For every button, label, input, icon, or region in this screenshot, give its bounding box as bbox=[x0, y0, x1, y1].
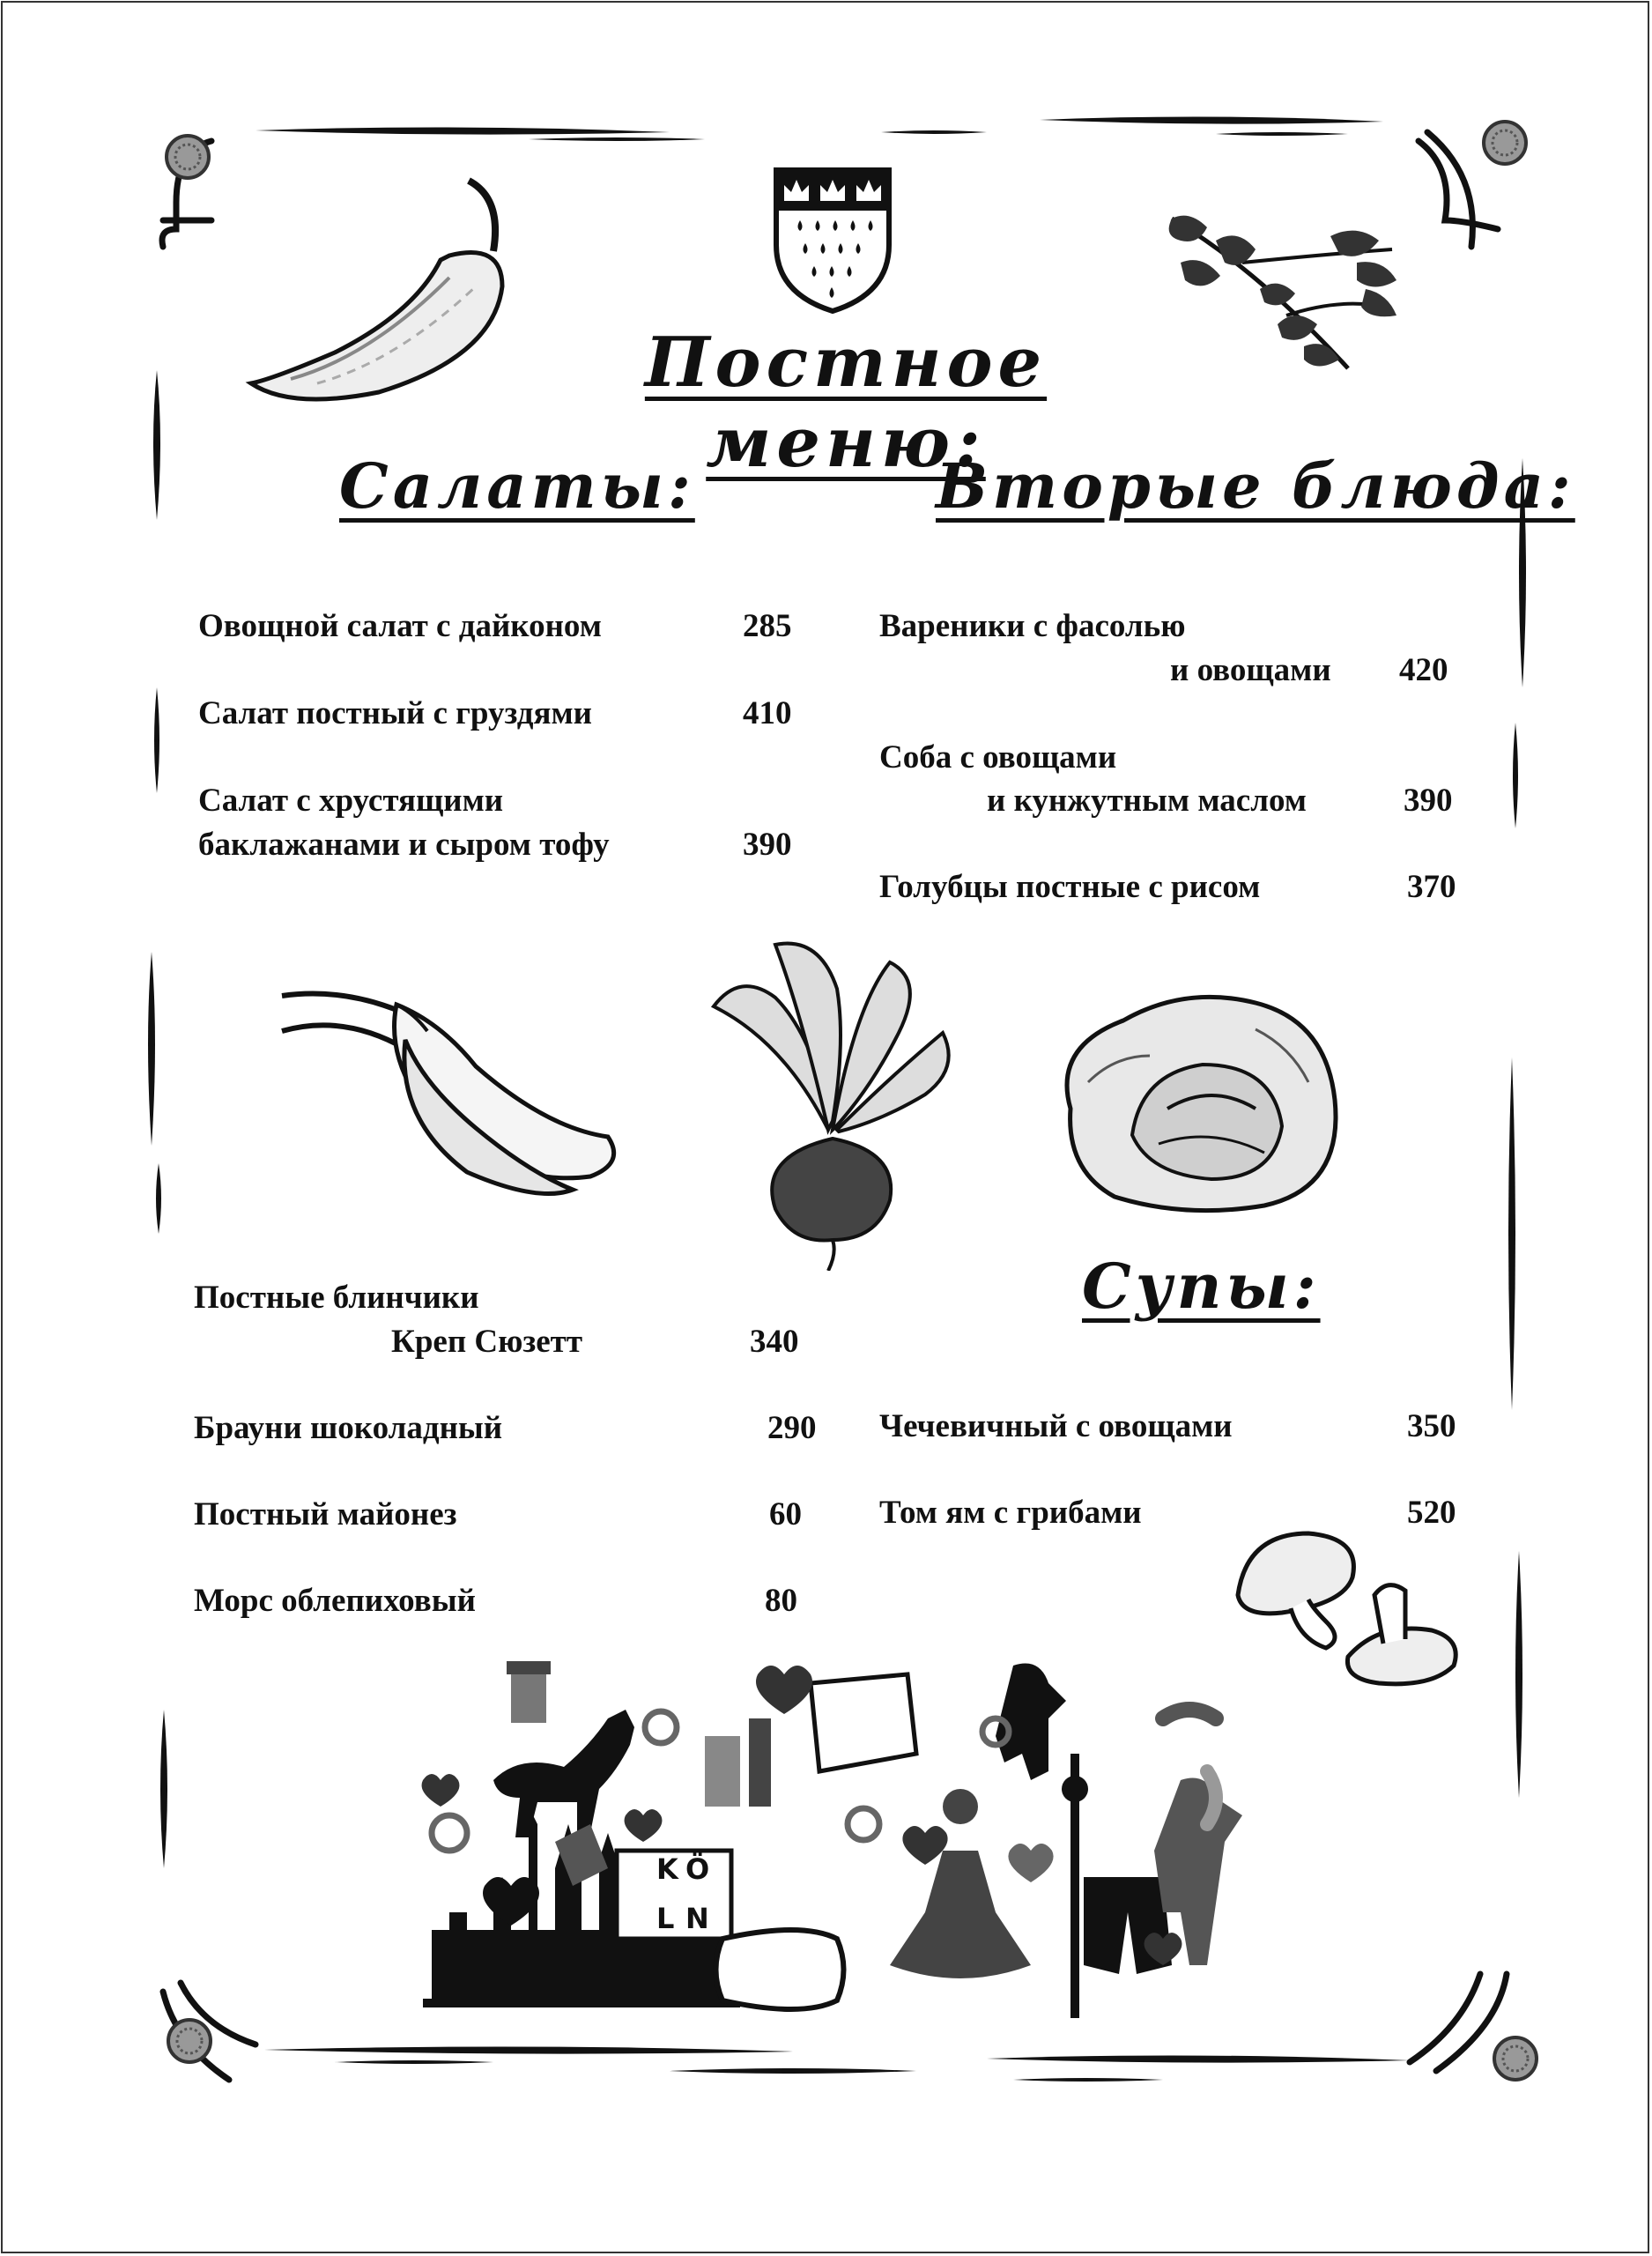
menu-item-price: 340 bbox=[750, 1324, 799, 1360]
menu-item-name: и кунжутным маслом bbox=[987, 783, 1307, 819]
menu-item-name: Том ям с грибами bbox=[879, 1495, 1142, 1531]
menu-item-price: 390 bbox=[743, 827, 792, 863]
menu-item-name: Салат с хрустящими bbox=[198, 783, 504, 819]
menu-item-name: баклажанами и сыром тофу bbox=[198, 827, 610, 863]
parsley-icon bbox=[1154, 201, 1410, 377]
menu-item-name: Постный майонез bbox=[194, 1496, 457, 1532]
menu-item-name: Брауни шоколадный bbox=[194, 1410, 503, 1446]
coat-of-arms-icon bbox=[772, 166, 893, 315]
menu-item-name: Салат постный с груздями bbox=[198, 695, 592, 731]
menu-item-price: 390 bbox=[1404, 783, 1453, 819]
menu-item-name: Овощной салат с дайконом bbox=[198, 608, 602, 644]
menu-item-price: 520 bbox=[1407, 1495, 1456, 1531]
koln-letter: Ö bbox=[685, 1852, 710, 1886]
menu-item-name: Морс облепиховый bbox=[194, 1583, 476, 1619]
menu-item-price: 80 bbox=[765, 1583, 797, 1619]
page-title: Постное меню: bbox=[644, 323, 1048, 483]
menu-item-name: и овощами bbox=[1170, 652, 1331, 688]
menu-item-name: Голубцы постные с рисом bbox=[879, 869, 1261, 905]
cabbage-icon bbox=[1053, 985, 1344, 1214]
koln-letter: K bbox=[656, 1852, 678, 1886]
eggplant-icon bbox=[273, 987, 626, 1207]
menu-item-price: 410 bbox=[743, 695, 792, 731]
mains-heading: Вторые блюда: bbox=[936, 449, 1575, 523]
koln-letter: L bbox=[656, 1902, 675, 1935]
chili-pepper-icon bbox=[238, 172, 520, 410]
menu-item-name: Вареники с фасолью bbox=[879, 608, 1186, 644]
menu-item-price: 60 bbox=[769, 1496, 802, 1532]
menu-item-price: 290 bbox=[767, 1410, 817, 1446]
salads-heading: Салаты: bbox=[339, 449, 695, 523]
menu-item-name: Соба с овощами bbox=[879, 739, 1117, 776]
menu-item-price: 420 bbox=[1399, 652, 1448, 688]
menu-item-price: 285 bbox=[743, 608, 792, 644]
menu-item-price: 370 bbox=[1407, 869, 1456, 905]
cologne-collage-icon bbox=[414, 1648, 1278, 2036]
soups-heading: Супы: bbox=[1082, 1250, 1321, 1323]
koln-letter: N bbox=[685, 1902, 709, 1935]
menu-item-name: Постные блинчики bbox=[194, 1280, 479, 1316]
menu-item-name: Чечевичный с овощами bbox=[879, 1408, 1233, 1444]
menu-item-price: 350 bbox=[1407, 1408, 1456, 1444]
beetroot-icon bbox=[705, 936, 960, 1271]
menu-item-name: Креп Сюзетт bbox=[391, 1324, 583, 1360]
